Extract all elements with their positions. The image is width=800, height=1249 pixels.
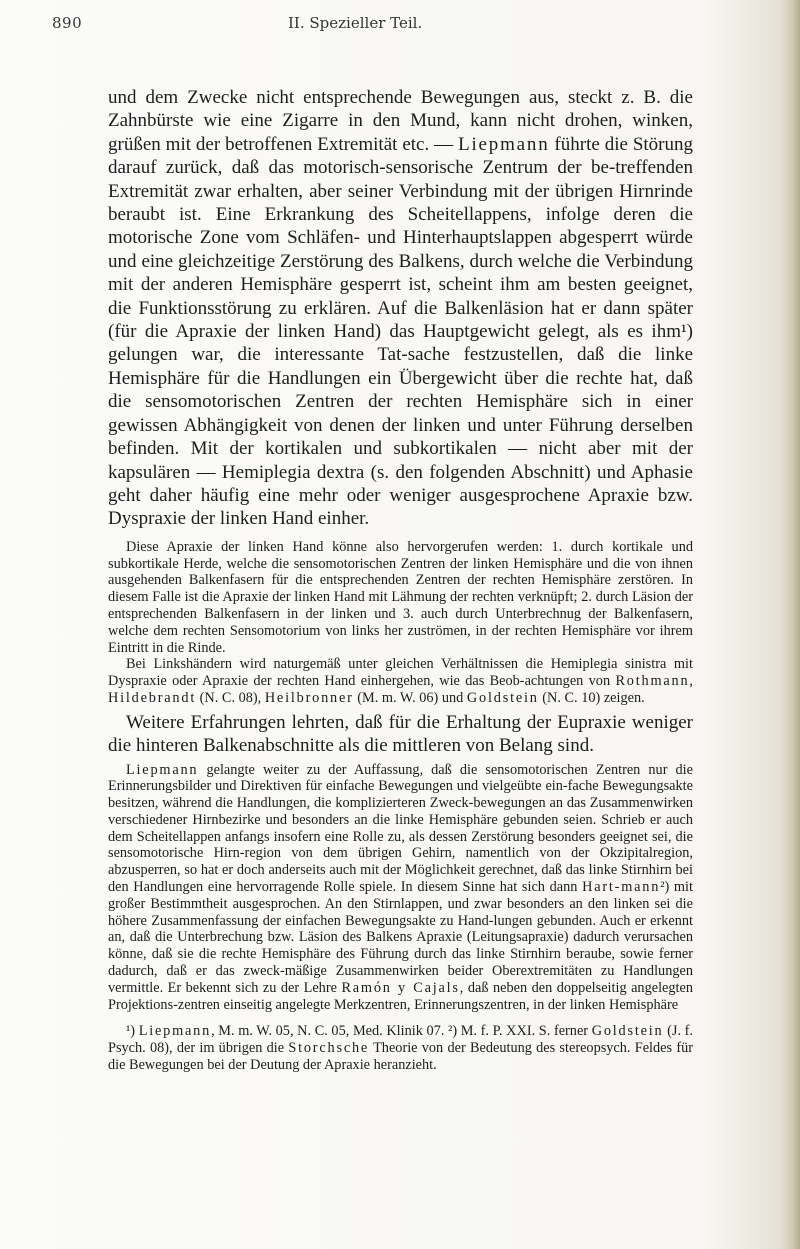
author-name: Rothmann	[615, 673, 690, 690]
text-segment: Bei Linkshändern wird naturgemäß unter gleichen Verhältnissen die Hemiplegia sinistra mit Dyspraxie oder Apraxie der rechten Hand einhergehen, wie das Beob-achtungen von	[108, 656, 693, 690]
text-segment: führte die Störung darauf zurück, daß das motorisch-sensorische Zentrum der be-treffenden Extremität zwar erhalten, aber seiner Verbindung mit der übrigen Hirnrinde beraubt ist. Eine Erkrankung des Scheitellappens, infolge deren die motorische Zone vom Schläfen- und Hinterhauptslappen abgesperrt würde und eine gleichzeitige Zerstörung des Balkens, durch welche die Verbindung mit der anderen Hemisphäre gesperrt ist, scheint ihm am besten geeignet, die Funktionsstörung zu erklären. Auf die Balkenläsion hat er dann später (für die Apraxie der linken Hand) das Hauptgewicht gelegt, als es ihm¹) gelungen war, die interessante Tat-sache festzustellen, daß die linke Hemisphäre für die Handlungen ein Übergewicht über die rechte hat, daß die sensomotorischen Zentren der rechten Hemisphäre sich in einer gewissen Abhängigkeit von denen der linken und unter Führung derselben befinden. Mit der kortikalen und subkortikalen — nicht aber mit der kapsulären — Hemiplegia dextra (s. den folgenden Abschnitt) und Aphasie geht daher häufig eine mehr oder weniger ausgesprochene Apraxie bzw. Dyspraxie der linken Hand einher.	[108, 133, 693, 530]
page-number: 890	[52, 14, 83, 32]
main-paragraph-2: Weitere Erfahrungen lehrten, daß für die Erhaltung der Eupraxie weniger die hinteren Balkenabschnitte als die mittleren von Belang sind.	[108, 711, 693, 757]
author-name: Hart-mann	[582, 879, 661, 896]
small-paragraph-1: Diese Apraxie der linken Hand könne also hervorgerufen werden: 1. durch kortikale und subkortikale Herde, welche die sensomotorischen Zentren der linken Hemisphäre und die von ihnen ausgehenden Balkenfasern für die entsprechenden Zentren der rechten Hemisphäre zerstören. In diesem Falle ist die Apraxie der linken Hand mit Lähmung der rechten verknüpft; 2. durch Läsion der entsprechenden Balkenfasern in der linken und 3. auch durch Unterbrechnug der Balkenfasern, welche dem rechten Sensomotorium von links her zuströmen, in der rechten Hemisphäre vor ihrem Eintritt in die Rinde.	[108, 538, 693, 656]
text-segment: und dem Zwecke nicht entsprechende Bewegungen aus, steckt z. B. die Zahnbürste wie eine Zigarre in den Mund, kann nicht drohen, winken, grüßen mit der betroffenen Extremität etc. —	[108, 87, 693, 155]
author-name: Liepmann	[138, 1023, 212, 1040]
author-name: Goldstein	[466, 689, 539, 706]
text-segment: gelangte weiter zu der Auffassung, daß die sensomotorischen Zentren nur die Erinnerungsbilder und Direktiven für einfache Bewegungen und vielgeübte ein-fache Bewegungsakte besitzen, während die Handlungen, die komplizierteren Zweck-bewegungen an das Zusammenwirken verschiedener Hirnbezirke und besonders an die linke Hemisphäre gebunden seien. Schrieb er auch dem Scheitellappen anfangs insofern eine Rolle zu, als dessen Zerstörung besonders geeignet sei, die sensomotorische Hirn-region von dem übrigen Gehirn, namentlich von der Okzipitalregion, abzusperren, so hat er doch anderseits auch mit der Möglichkeit gerechnet, daß das linke Stirnhirn bei den Handlungen eine hervorragende Rolle spiele. In diesem Sinne hat sich dann	[108, 761, 693, 896]
author-name: Ramón y Cajals	[341, 979, 460, 996]
text-segment: , daß neben den doppelseitig angelegten Projektions-zentren einseitig angelegte Merkzentren, Erinnerungszentren, in der linken Hemisphäre	[108, 979, 694, 1013]
small-paragraph-2: Bei Linkshändern wird naturgemäß unter gleichen Verhältnissen die Hemiplegia sinistra mit Dyspraxie oder Apraxie der rechten Hand einhergehen, wie das Beob-achtungen von Rothmann, Hildebrandt (N. C. 08), Heilbronner (M. m. W. 06) und Goldstein (N. C. 10) zeigen.	[108, 656, 693, 706]
author-name: Liepmann	[458, 133, 550, 155]
running-title: II. Spezieller Teil.	[288, 14, 423, 32]
author-name: Goldstein	[591, 1023, 664, 1040]
text-segment: (M. m. W. 06) und	[357, 689, 464, 706]
page-edge-shadow	[782, 0, 800, 1249]
text-segment: Theorie von der Bedeutung des stereopsych. Feldes für die Bewegungen bei der Deutung der Apraxie heranzieht.	[108, 1040, 693, 1074]
footnote-marker: ¹)	[126, 1023, 136, 1040]
main-paragraph-1	[108, 86, 693, 531]
footnotes	[108, 1023, 693, 1073]
text-segment: (N. C. 10) zeigen.	[542, 689, 645, 706]
page-body	[108, 86, 693, 1074]
author-name: Heilbronner	[264, 689, 354, 706]
text-segment: ²) mit großer Bestimmtheit ausgesprochen. An den Stirnlappen, und zwar besonders an den linken sei die höhere Zusammenfassung der einfachen Bewegungsakte zu Hand-lungen gebunden. Auch er erkennt an, daß die Unterbrechung bzw. Läsion des Balkens Apraxie (Leitungsapraxie) dadurch verursachen könne, daß sie die rechte Hemisphäre des Führung durch das linke Stirnhirn beraube, sowie ferner dadurch, daß er das zweck-mäßige Zusammenwirken beider Oberextremitäten zu Handlungen vermittle. Er bekennt sich zu der Lehre	[108, 879, 693, 996]
page-header	[52, 14, 692, 38]
author-name: Storchsche	[288, 1040, 370, 1057]
author-name: Hildebrandt	[108, 689, 197, 706]
text-segment: (J. f. Psych. 08), der im übrigen die	[108, 1023, 694, 1057]
small-paragraph-3	[108, 762, 693, 1014]
author-name: Liepmann	[126, 761, 199, 778]
text-segment: , M. m. W. 05, N. C. 05, Med. Klinik 07. ²) M. f. P. XXI. S. ferner	[211, 1023, 589, 1040]
text-segment: (N. C. 08),	[199, 689, 262, 706]
